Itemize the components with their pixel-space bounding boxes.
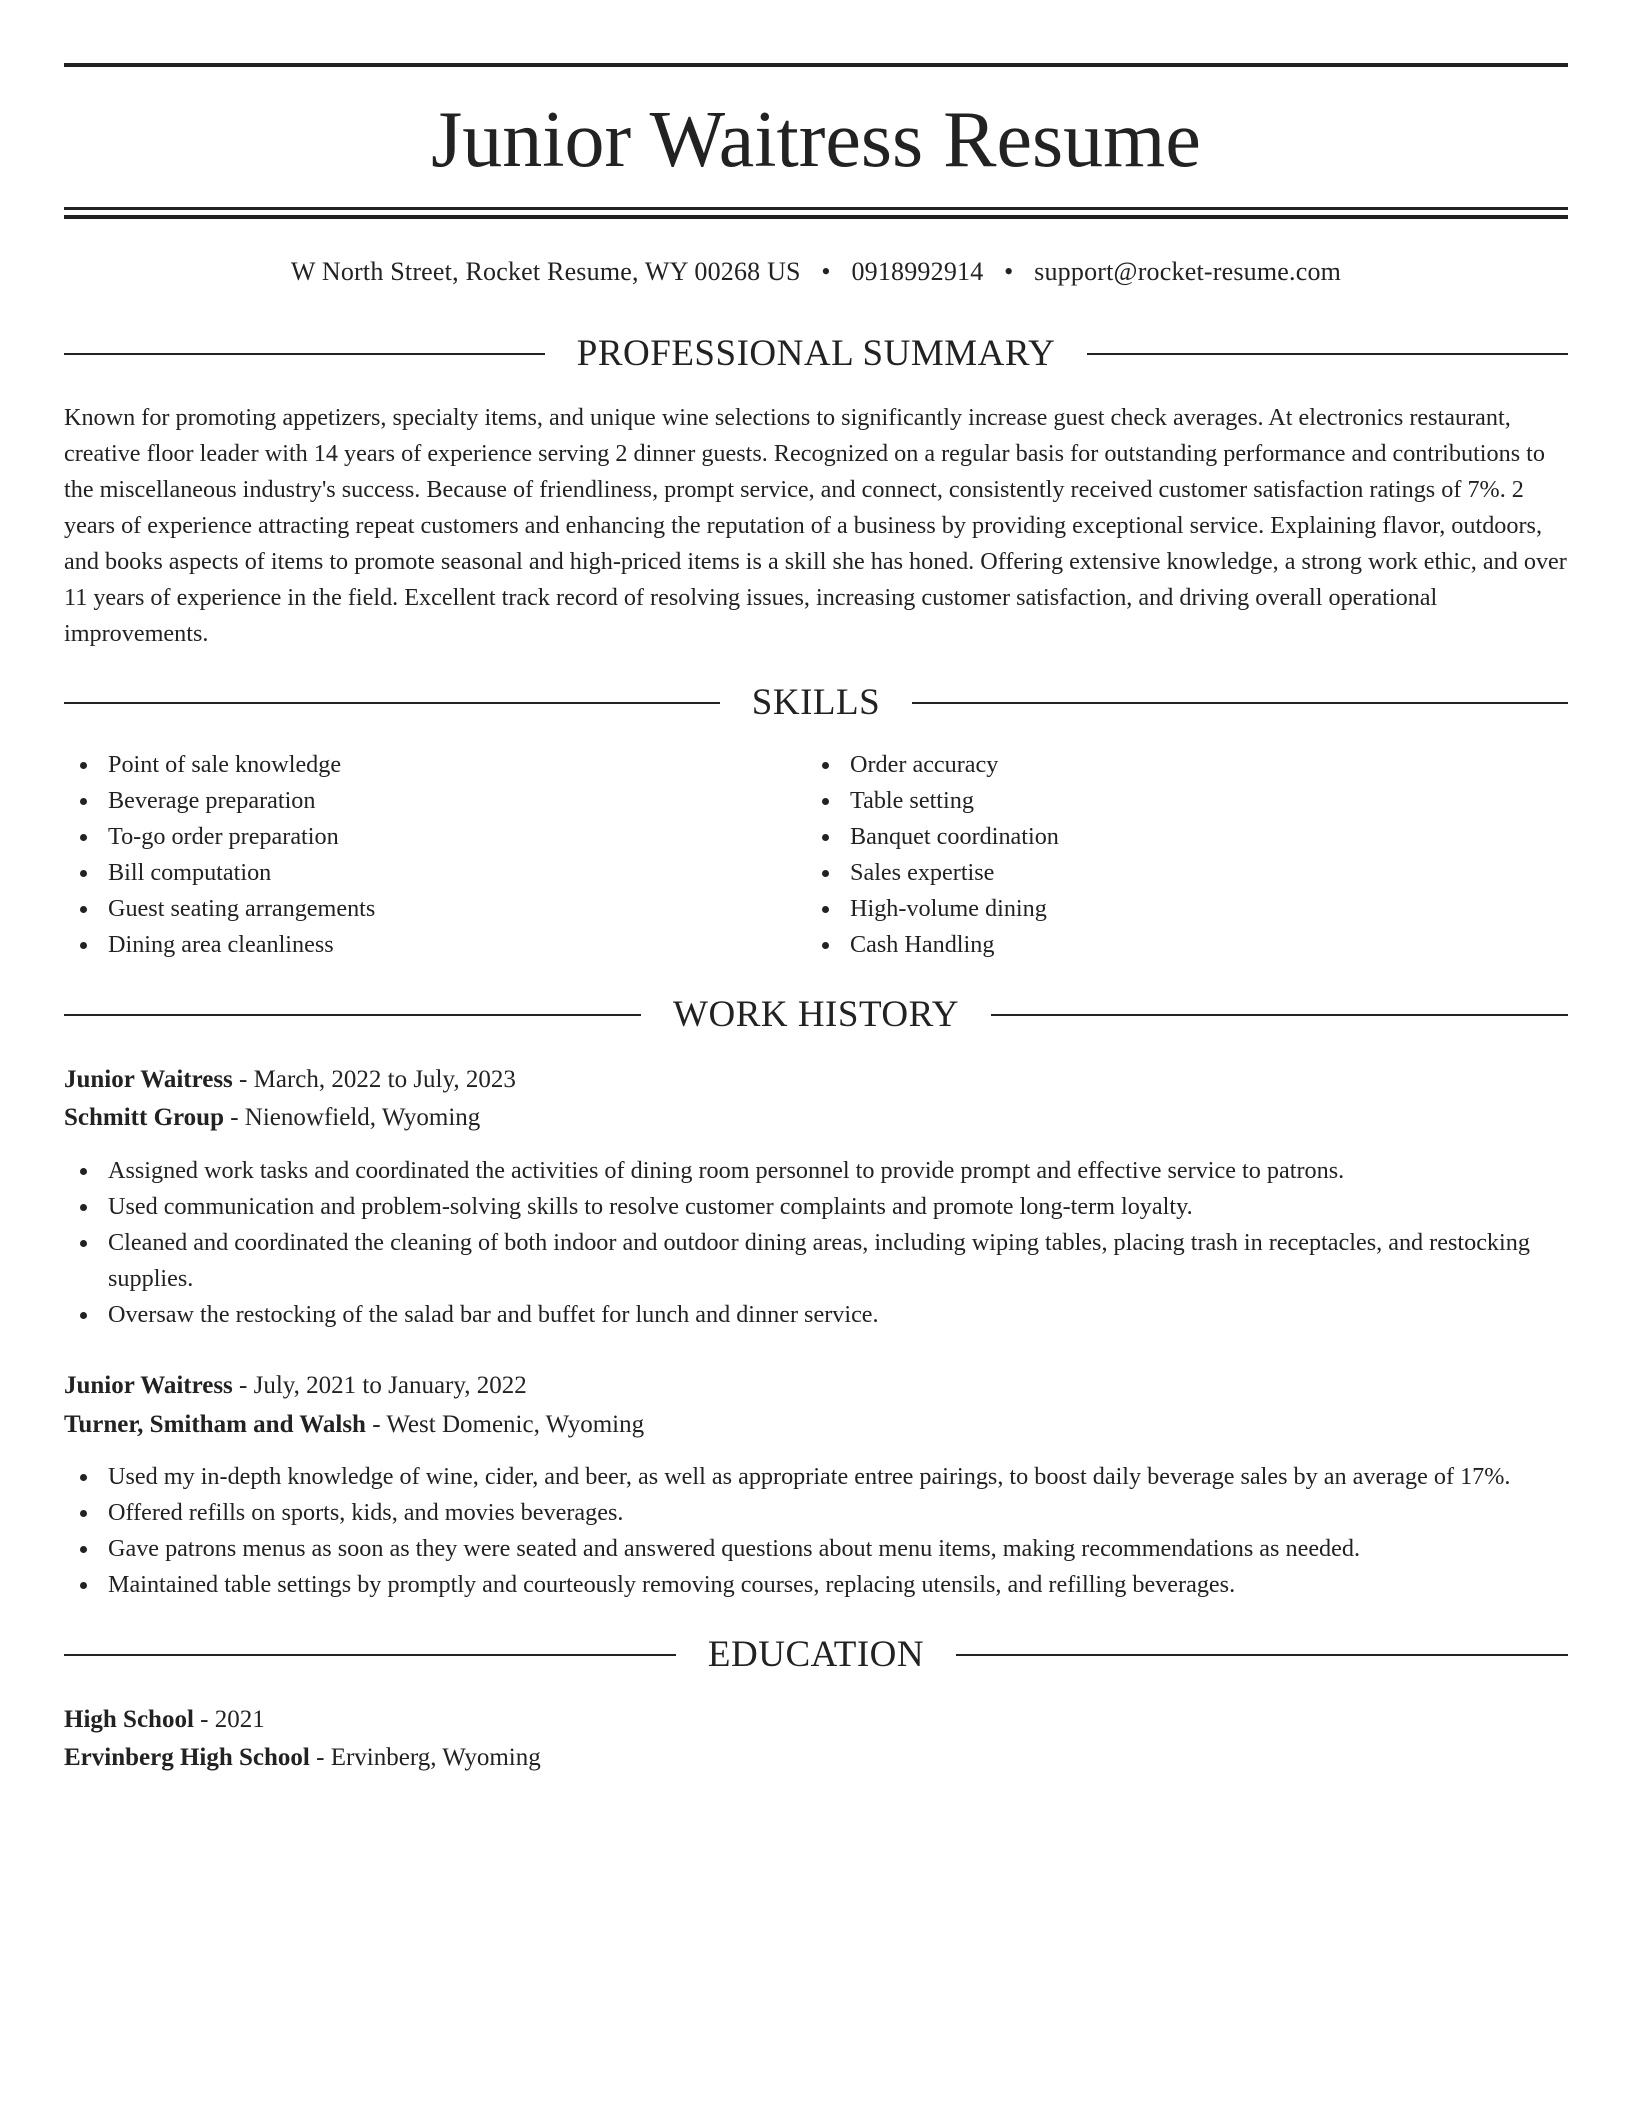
- summary-text: Known for promoting appetizers, specialty items, and unique wine selections to significantly increase guest check averages. At electronics restaurant, creative floor leader with 14 years of experience serving 2 dinner guests. Recognized on a regular basis for outstanding performance and contributions to the miscellaneous industry's success. Because of friendliness, prompt service, and connect, consistently received customer satisfaction ratings of 7%. 2 years of experience attracting repeat customers and enhancing the reputation of a business by providing exceptional service. Explaining flavor, outdoors, and books aspects of items to promote seasonal and high-priced items is a skill she has honed. Offering extensive knowledge, a strong work ethic, and over 11 years of experience in the field. Excellent track record of resolving issues, increasing customer satisfaction, and driving overall operational improvements.: [64, 404, 1567, 647]
- education-degree-line: [64, 1701, 1568, 1739]
- education-school: Ervinberg High School: [64, 1744, 310, 1771]
- skills-section-header: [64, 678, 1568, 728]
- resume-title: Junior Waitress Resume: [431, 96, 1201, 184]
- skill-item: Sales expertise: [806, 855, 1506, 891]
- skill-item: Point of sale knowledge: [64, 747, 764, 783]
- top-rule: [64, 63, 1568, 67]
- job-location: - Nienowfield, Wyoming: [223, 1104, 481, 1131]
- section-title: SKILLS: [751, 682, 881, 723]
- summary-section-header: [64, 329, 1568, 379]
- contact-separator: •: [1004, 257, 1014, 286]
- divider-line: [64, 353, 545, 355]
- skill-item: Cash Handling: [806, 927, 1506, 963]
- skill-item: Order accuracy: [806, 747, 1506, 783]
- skill-item: Table setting: [806, 783, 1506, 819]
- contact-address: W North Street, Rocket Resume, WY 00268 US: [290, 257, 801, 286]
- skills-column-right: [806, 747, 1506, 963]
- duty-item: Gave patrons menus as soon as they were seated and answered questions about menu items, making recommendations as needed.: [64, 1531, 1568, 1567]
- job-company: Turner, Smitham and Walsh: [64, 1411, 366, 1438]
- section-title: EDUCATION: [707, 1634, 925, 1675]
- skills-list: [806, 747, 1506, 963]
- title-double-rule: [64, 207, 1568, 219]
- duty-item: Cleaned and coordinated the cleaning of both indoor and outdoor dining areas, including wiping tables, placing trash in receptacles, and restocking supplies.: [64, 1225, 1568, 1297]
- job-title-line: [64, 1061, 1568, 1099]
- job-title-line: [64, 1367, 1568, 1405]
- skill-item: Bill computation: [64, 855, 764, 891]
- duty-item: Assigned work tasks and coordinated the activities of dining room personnel to provide prompt and effective service to patrons.: [64, 1153, 1568, 1189]
- job-dates: - March, 2022 to July, 2023: [232, 1066, 516, 1093]
- skills-list: [64, 747, 764, 963]
- education-year: - 2021: [193, 1706, 265, 1733]
- duties-list: [64, 1153, 1568, 1333]
- contact-separator: •: [821, 257, 831, 286]
- job-title: Junior Waitress: [64, 1066, 233, 1093]
- job-title: Junior Waitress: [64, 1372, 233, 1399]
- education-section-header: [64, 1630, 1568, 1680]
- divider-line: [64, 702, 720, 704]
- education-school-line: [64, 1739, 1568, 1777]
- divider-line: [64, 1014, 641, 1016]
- section-title: WORK HISTORY: [673, 994, 959, 1035]
- education-location: - Ervinberg, Wyoming: [309, 1744, 541, 1771]
- education-degree: High School: [64, 1706, 194, 1733]
- skill-item: Dining area cleanliness: [64, 927, 764, 963]
- contact-line: [64, 252, 1568, 292]
- duty-item: Maintained table settings by promptly and courteously removing courses, replacing utensils, and refilling beverages.: [64, 1567, 1568, 1603]
- divider-line: [912, 702, 1568, 704]
- job-company-line: [64, 1406, 1568, 1444]
- duty-item: Oversaw the restocking of the salad bar and buffet for lunch and dinner service.: [64, 1297, 1568, 1333]
- job-company: Schmitt Group: [64, 1104, 224, 1131]
- duties-list: [64, 1459, 1568, 1603]
- duty-item: Used communication and problem-solving skills to resolve customer complaints and promote long-term loyalty.: [64, 1189, 1568, 1225]
- job-company-line: [64, 1099, 1568, 1137]
- job-duties: [64, 1153, 1568, 1333]
- skill-item: High-volume dining: [806, 891, 1506, 927]
- contact-email: support@rocket-resume.com: [1034, 257, 1342, 286]
- skill-item: Beverage preparation: [64, 783, 764, 819]
- divider-line: [64, 1654, 676, 1656]
- skills-column-left: [64, 747, 764, 963]
- skill-item: Banquet coordination: [806, 819, 1506, 855]
- job-location: - West Domenic, Wyoming: [365, 1411, 645, 1438]
- duty-item: Used my in-depth knowledge of wine, cider, and beer, as well as appropriate entree pairings, to boost daily beverage sales by an average of 17%.: [64, 1459, 1568, 1495]
- duty-item: Offered refills on sports, kids, and movies beverages.: [64, 1495, 1568, 1531]
- section-title: PROFESSIONAL SUMMARY: [576, 333, 1056, 374]
- job-duties: [64, 1459, 1568, 1603]
- skill-item: To-go order preparation: [64, 819, 764, 855]
- divider-line: [1087, 353, 1568, 355]
- work-section-header: [64, 990, 1568, 1040]
- job-dates: - July, 2021 to January, 2022: [232, 1372, 527, 1399]
- skill-item: Guest seating arrangements: [64, 891, 764, 927]
- contact-phone: 0918992914: [851, 257, 984, 286]
- divider-line: [956, 1654, 1568, 1656]
- divider-line: [991, 1014, 1568, 1016]
